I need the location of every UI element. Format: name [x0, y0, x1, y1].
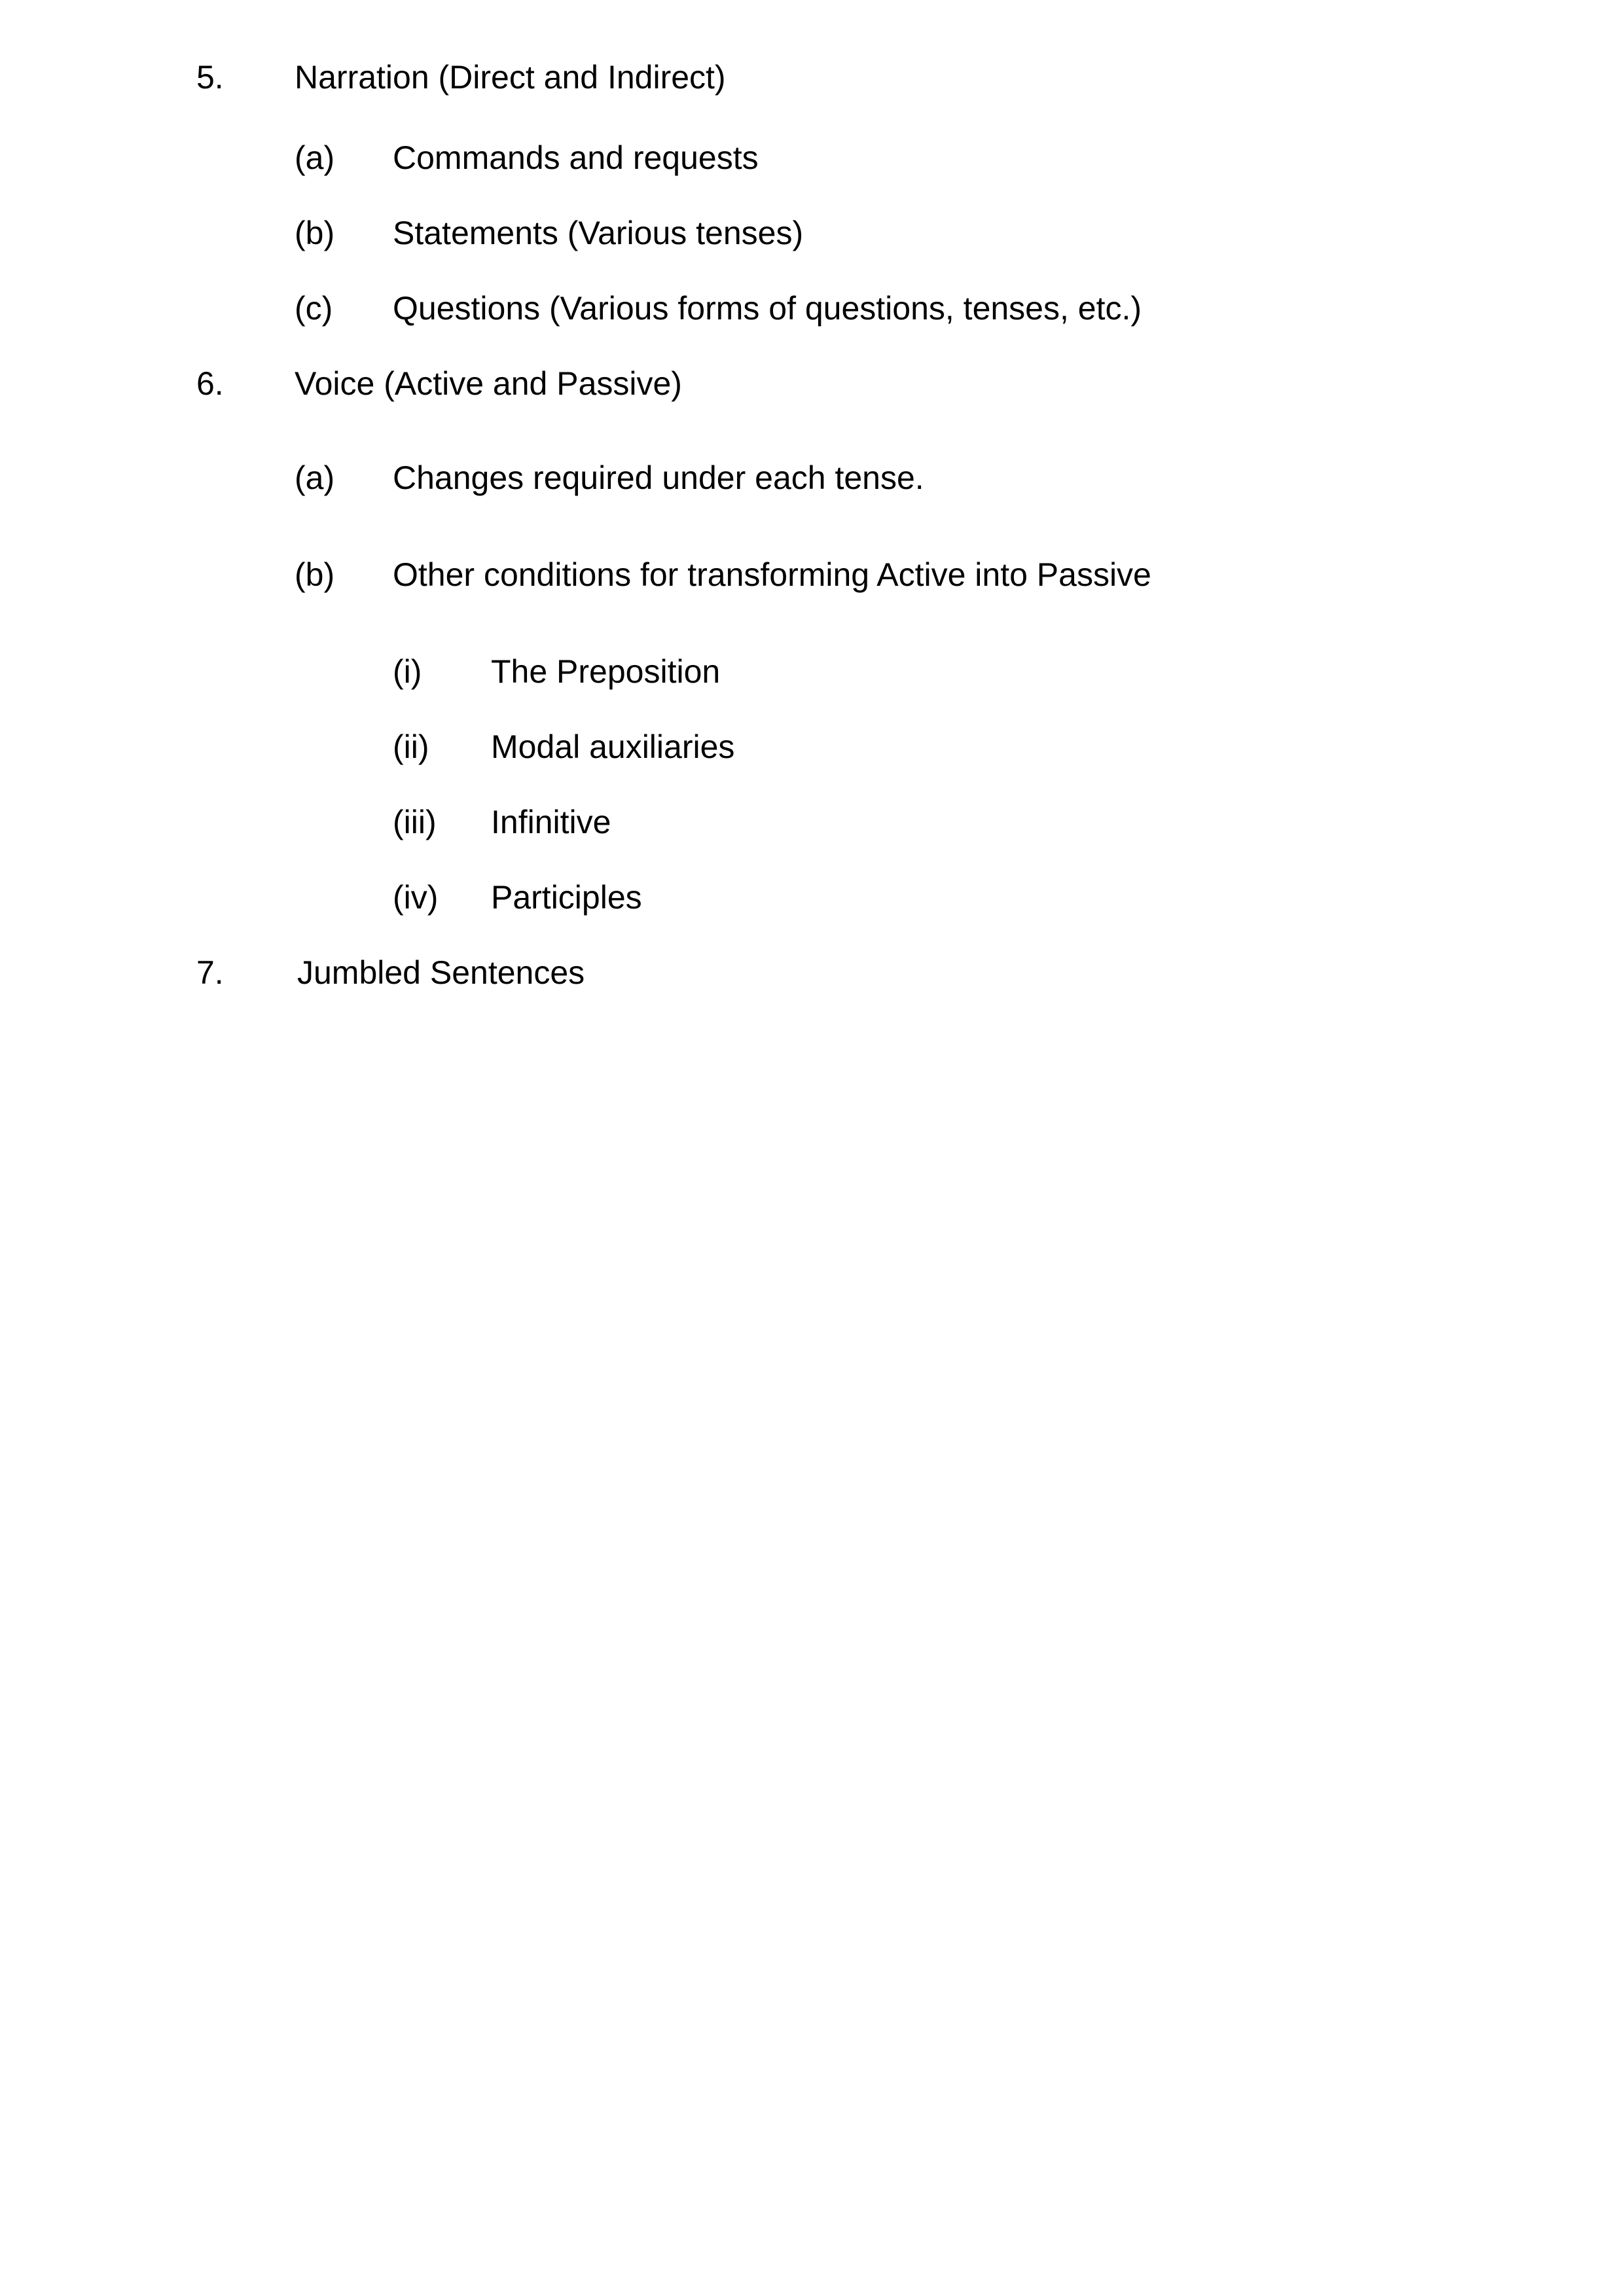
section-title: Jumbled Sentences [297, 954, 585, 991]
item-label: (c) [295, 290, 333, 327]
item-label: (a) [295, 459, 335, 496]
item-text: Other conditions for transforming Active into Passive [393, 556, 1151, 593]
subitem-text: Modal auxiliaries [491, 728, 735, 765]
item-label: (b) [295, 215, 335, 251]
subitem-label: (i) [393, 653, 422, 690]
section-number: 5. [196, 59, 224, 96]
item-label: (a) [295, 139, 335, 176]
subitem-label: (iii) [393, 804, 437, 840]
item-text: Commands and requests [393, 139, 759, 176]
item-text: Questions (Various forms of questions, tenses, etc.) [393, 290, 1142, 327]
item-label: (b) [295, 556, 335, 593]
item-text: Changes required under each tense. [393, 459, 924, 496]
item-text: Statements (Various tenses) [393, 215, 804, 251]
subitem-text: The Preposition [491, 653, 721, 690]
subitem-label: (iv) [393, 879, 439, 916]
section-title: Narration (Direct and Indirect) [295, 59, 726, 96]
section-number: 6. [196, 365, 224, 402]
subitem-text: Infinitive [491, 804, 611, 840]
subitem-text: Participles [491, 879, 642, 916]
section-title: Voice (Active and Passive) [295, 365, 682, 402]
subitem-label: (ii) [393, 728, 429, 765]
section-number: 7. [196, 954, 224, 991]
